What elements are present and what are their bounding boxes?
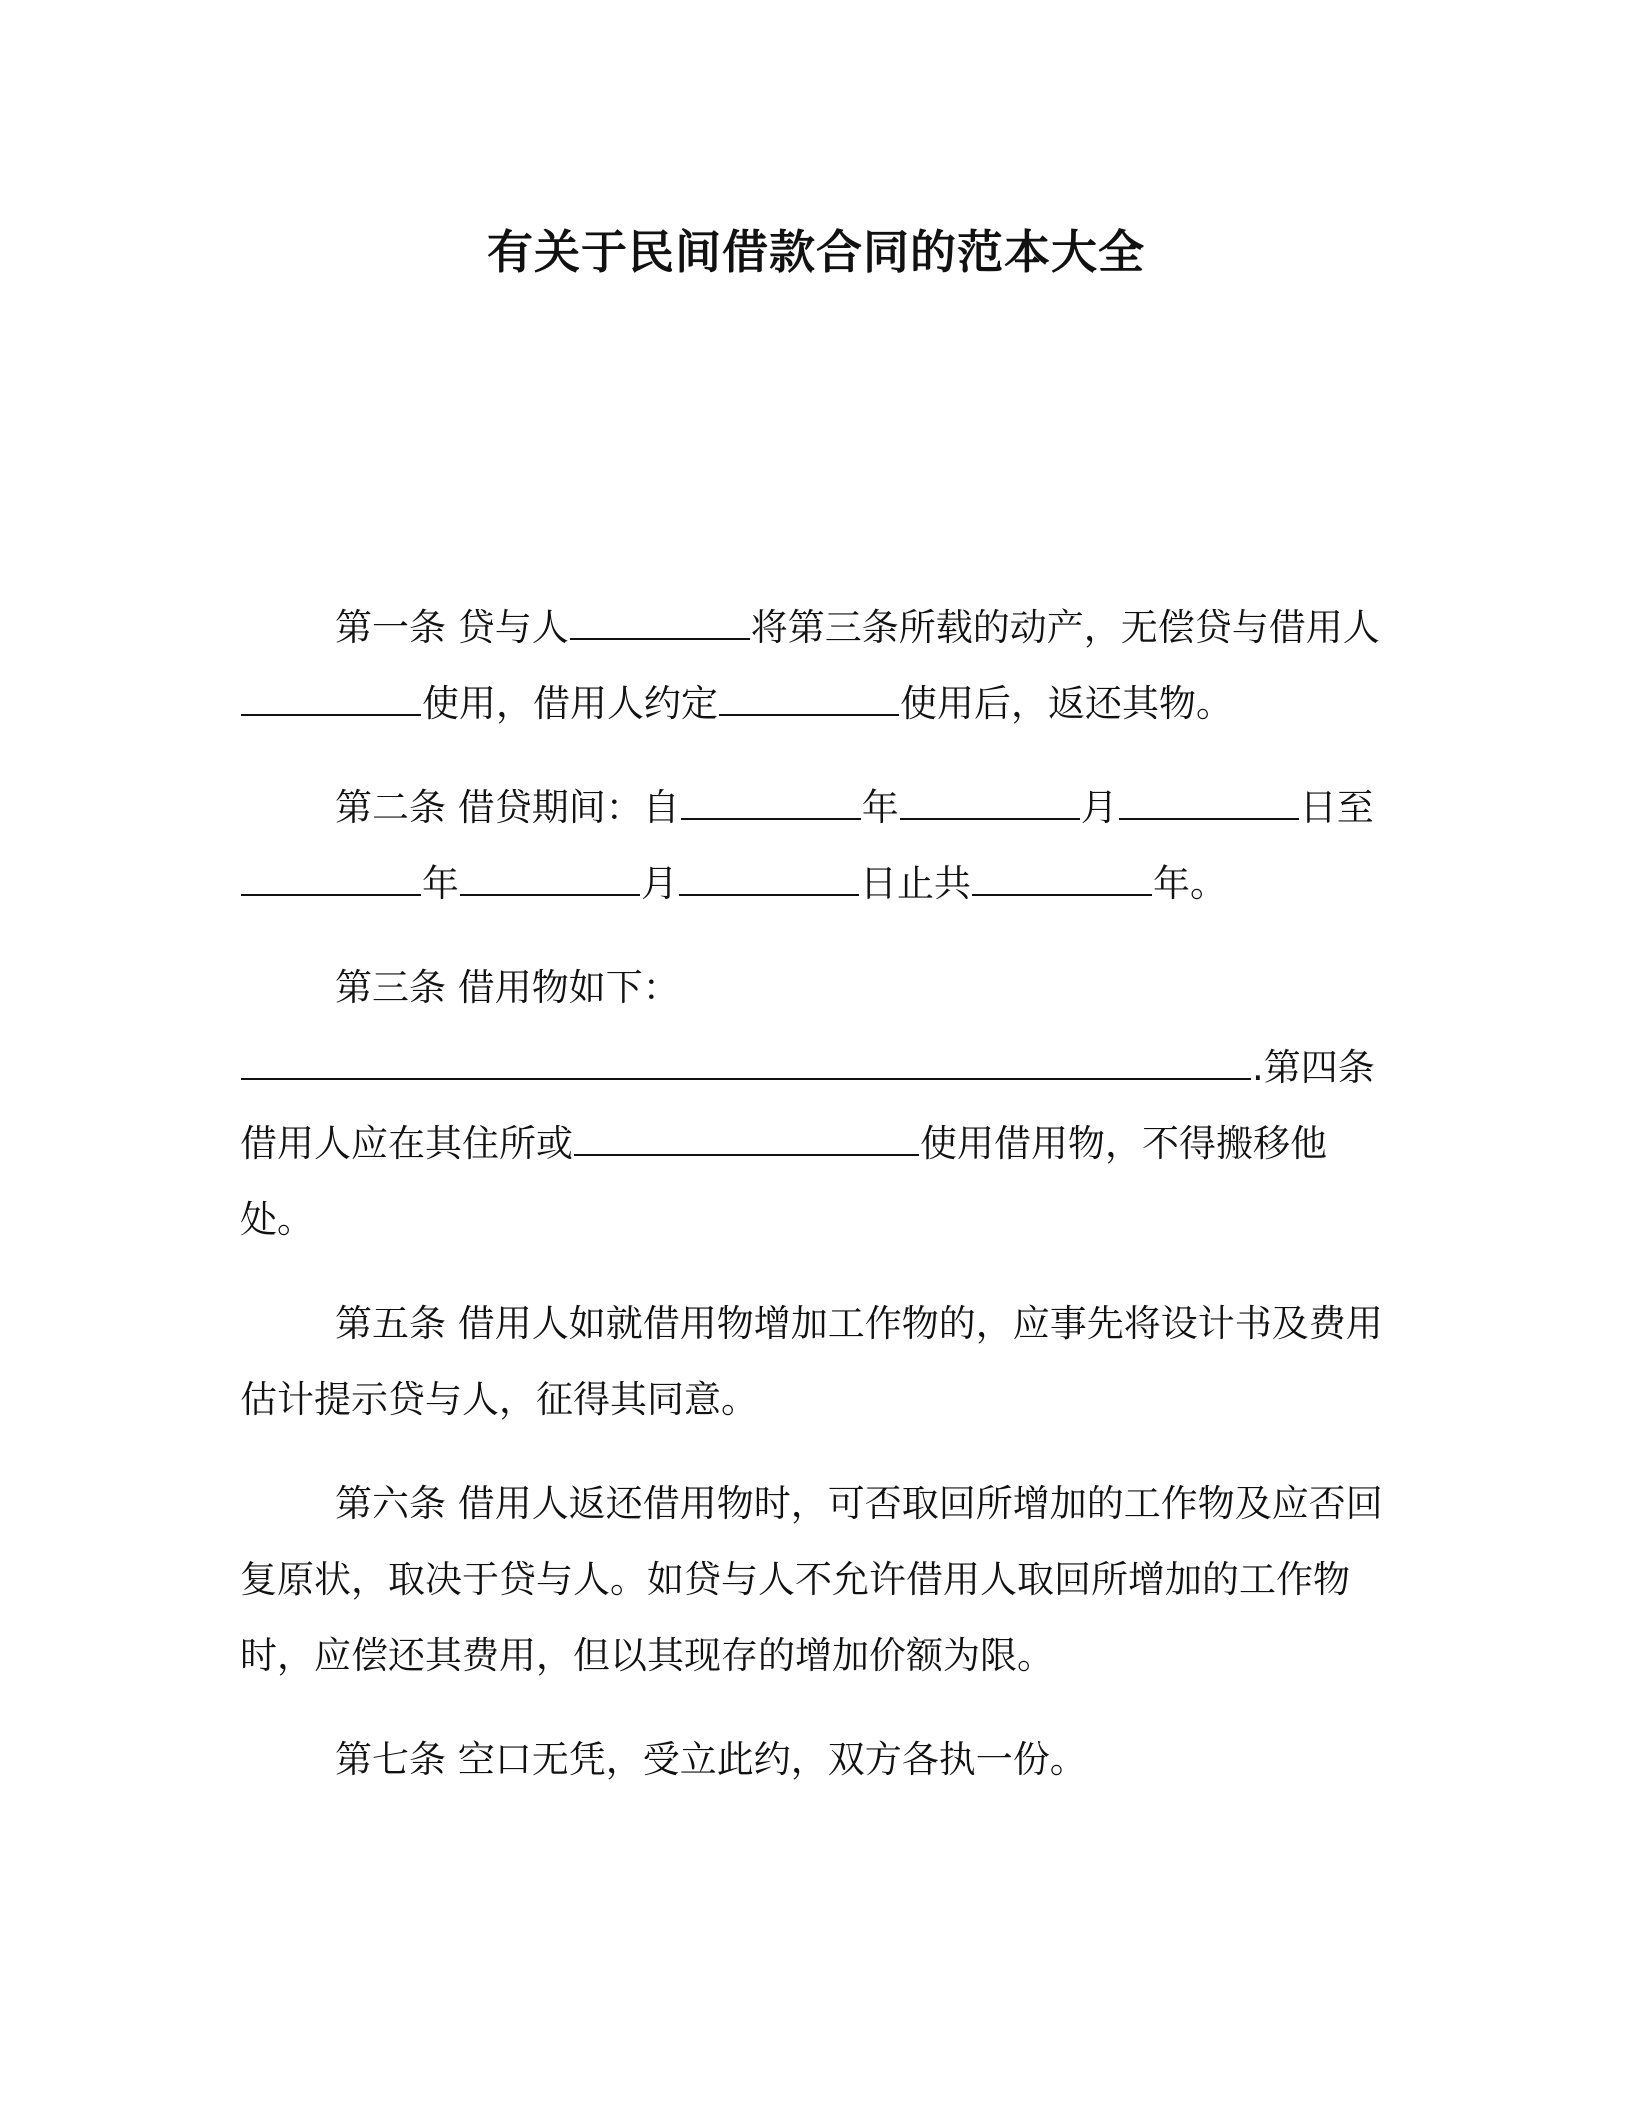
- article-6-label: 第六条: [335, 1482, 446, 1525]
- borrower-blank[interactable]: [241, 684, 421, 716]
- article-2-year-2: 年: [422, 862, 459, 905]
- agreed-use-blank[interactable]: [719, 684, 899, 716]
- article-6: [240, 1466, 1400, 1694]
- end-day-blank[interactable]: [679, 864, 859, 896]
- article-4-text-1: 借用人应在其住所或: [240, 1122, 573, 1165]
- article-1-text-3: 使用，借用人约定: [422, 682, 718, 725]
- article-2-year-1: 年: [861, 786, 899, 829]
- article-5: [240, 1286, 1400, 1438]
- article-6-text: 借用人返还借用物时，可否取回所增加的工作物及应否回复原状，取决于贷与人。如贷与人不允许借用人取回所增加的工作物时，应偿还其费用，但以其现存的增加价额为限。: [240, 1482, 1383, 1677]
- borrowed-items-blank[interactable]: [241, 1048, 1251, 1080]
- article-5-label: 第五条: [335, 1302, 446, 1345]
- end-month-blank[interactable]: [460, 864, 640, 896]
- article-2-text-1: 借贷期间：自: [457, 786, 680, 829]
- article-4-label: .第四条: [1252, 1046, 1375, 1089]
- article-7-text: 空口无凭，受立此约，双方各执一份。: [457, 1738, 1087, 1781]
- end-year-blank[interactable]: [241, 864, 421, 896]
- article-1: [240, 590, 1400, 742]
- article-3-label: 第三条: [335, 966, 446, 1009]
- article-2: [240, 770, 1400, 922]
- start-month-blank[interactable]: [900, 788, 1080, 820]
- article-3: [240, 950, 1400, 1026]
- document-body: [240, 590, 1400, 1826]
- start-day-blank[interactable]: [1119, 788, 1299, 820]
- start-year-blank[interactable]: [681, 788, 861, 820]
- article-2-years-total: 年。: [1153, 862, 1227, 905]
- article-3-text-1: 借用物如下：: [457, 966, 680, 1009]
- article-7-label: 第七条: [335, 1738, 446, 1781]
- article-2-to: 至: [1336, 786, 1374, 829]
- article-1-label: 第一条: [335, 606, 446, 649]
- article-2-month-1: 月: [1080, 786, 1118, 829]
- article-1-text-1: 贷与人: [457, 606, 569, 649]
- article-4: [240, 1030, 1400, 1258]
- article-1-text-4: 使用后，返还其物。: [900, 682, 1233, 725]
- article-1-text-2: 将第三条所载的动产，无偿贷与借用人: [750, 606, 1380, 649]
- article-7: [240, 1722, 1400, 1798]
- article-2-label: 第二条: [335, 786, 446, 829]
- article-2-day-1: 日: [1299, 786, 1337, 829]
- article-5-text: 借用人如就借用物增加工作物的，应事先将设计书及费用估计提示贷与人，征得其同意。: [240, 1302, 1383, 1421]
- article-4-text-2: 使用借用物，不得搬移他处。: [240, 1122, 1327, 1241]
- document-title: 有关于民间借款合同的范本大全: [487, 225, 1145, 279]
- usage-location-blank[interactable]: [574, 1124, 919, 1156]
- article-2-month-2: 月: [641, 862, 678, 905]
- article-2-day-2: 日止共: [860, 862, 971, 905]
- total-years-blank[interactable]: [972, 864, 1152, 896]
- lender-blank[interactable]: [570, 608, 750, 640]
